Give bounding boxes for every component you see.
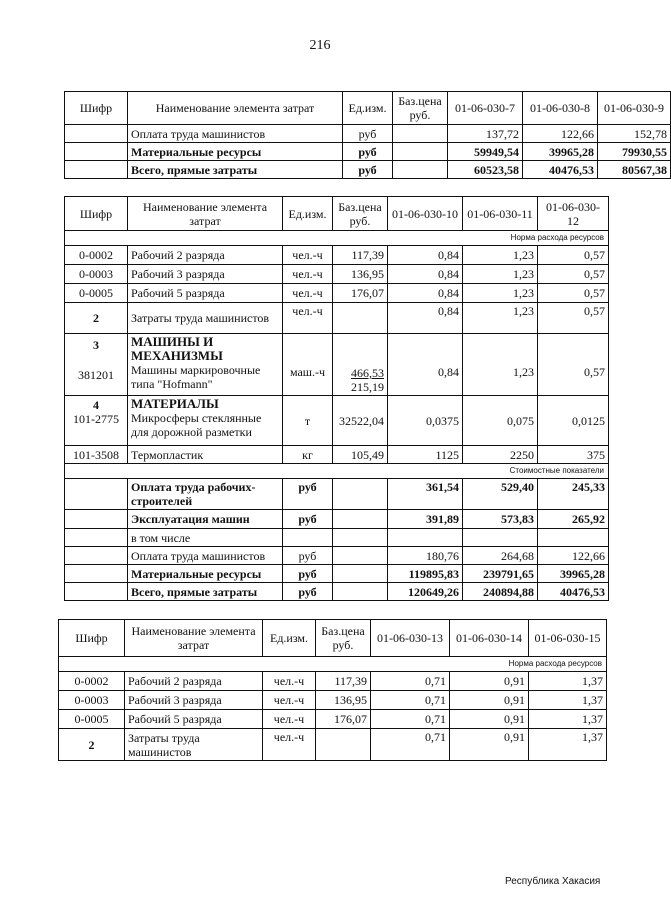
row-unit: руб [343,161,393,179]
table-row [65,284,609,303]
row-value: 0,84 [388,246,463,265]
row-value: 0,91 [450,729,529,761]
row-value: 0,57 [538,303,609,334]
row-name: Оплата труда машинистов [128,547,283,565]
row-value: 122,66 [538,547,609,565]
row-value: 0,84 [388,265,463,284]
table-row [59,691,607,710]
row-code: 0-0002 [65,246,128,265]
row-value: 391,89 [388,510,463,529]
section-title: МАТЕРИАЛЫ [131,396,219,411]
table-row [59,710,607,729]
row-unit: чел.-ч [263,729,316,761]
row-value: 0,57 [538,334,609,396]
row-value: 0,57 [538,265,609,284]
row-value: 361,54 [388,479,463,510]
header-code: Шифр [65,197,128,231]
table-row [65,479,609,510]
row-name: Термопластик [128,446,283,464]
row-value: 375 [538,446,609,464]
row-price: 117,39 [333,246,388,265]
table-row [59,672,607,691]
footer-region: Республика Хакасия [505,876,601,887]
table-resources-10-12 [64,196,609,601]
row-value: 80567,38 [598,161,671,179]
header-unit: Ед.изм. [263,620,316,657]
row-code: 381201 [78,368,114,382]
table-row [65,446,609,464]
table-row [65,246,609,265]
row-value: 0,0125 [538,396,609,446]
table-resources-13-15 [58,619,607,761]
row-code: 0-0005 [65,284,128,303]
row-unit: руб [283,583,333,601]
row-value: 119895,83 [388,565,463,583]
row-name: Машины маркировочные типа "Hofmann" [131,363,261,391]
row-value: 120649,26 [388,583,463,601]
row-value: 40476,53 [538,583,609,601]
row-name: Рабочий 2 разряда [128,246,283,265]
row-value: 152,78 [598,125,671,143]
header-col: 01-06-030-11 [463,197,538,231]
row-unit: чел.-ч [283,265,333,284]
row-unit: чел.-ч [263,691,316,710]
row-name: в том числе [128,529,283,547]
row-value: 0,57 [538,246,609,265]
row-name: Рабочий 5 разряда [128,284,283,303]
row-value: 0,71 [371,710,450,729]
row-value: 1,37 [529,710,607,729]
row-name: Рабочий 2 разряда [125,672,263,691]
section-code: 3 [93,338,99,352]
header-col: 01-06-030-9 [598,92,671,125]
row-name: Всего, прямые затраты [128,583,283,601]
row-value: 1,23 [463,303,538,334]
row-value: 573,83 [463,510,538,529]
row-name: Затраты труда машинистов [125,729,263,761]
row-name: Всего, прямые затраты [128,161,343,179]
header-unit: Ед.изм. [343,92,393,125]
row-code: 0-0003 [59,691,125,710]
row-value: 0,57 [538,284,609,303]
row-value: 1,23 [463,284,538,303]
row-code: 0-0003 [65,265,128,284]
row-price: 136,95 [316,691,371,710]
page-number: 216 [309,38,331,53]
row-unit: т [283,396,333,446]
table-row [65,303,609,334]
row-name: Оплата труда машинистов [128,125,343,143]
row-unit: чел.-ч [283,284,333,303]
row-name: Оплата труда рабочих-строителей [128,479,283,510]
row-value: 1,23 [463,265,538,284]
row-value: 1125 [388,446,463,464]
header-col: 01-06-030-13 [371,620,450,657]
row-value: 59949,54 [448,143,523,161]
row-code: 2 [65,303,128,334]
header-col: 01-06-030-12 [538,197,609,231]
table-row [65,161,671,179]
row-value: 0,84 [388,284,463,303]
row-code: 0-0005 [59,710,125,729]
row-unit: кг [283,446,333,464]
row-price: 176,07 [333,284,388,303]
row-value: 180,76 [388,547,463,565]
section-code: 4 [93,398,99,412]
row-value: 79930,55 [598,143,671,161]
row-unit: чел.-ч [283,303,333,334]
header-name: Наименование элемента затрат [128,197,283,231]
row-unit: руб [283,547,333,565]
section-title: МАШИНЫ И МЕХАНИЗМЫ [131,334,223,363]
row-unit: руб [343,125,393,143]
row-code: 101-2775 [73,412,119,426]
row-value: 0,71 [371,672,450,691]
row-value: 0,0375 [388,396,463,446]
row-unit: руб [283,565,333,583]
row-unit: маш.-ч [283,334,333,396]
table-row [65,583,609,601]
section-machines [65,334,609,396]
row-price: 105,49 [333,446,388,464]
row-unit: руб [283,510,333,529]
section-materials [65,396,609,446]
row-value: 1,37 [529,729,607,761]
row-value: 239791,65 [463,565,538,583]
row-price: 117,39 [316,672,371,691]
header-col: 01-06-030-15 [529,620,607,657]
row-value: 0,075 [463,396,538,446]
row-value: 0,71 [371,729,450,761]
row-unit: чел.-ч [283,246,333,265]
row-value: 2250 [463,446,538,464]
row-value: 264,68 [463,547,538,565]
row-value: 0,91 [450,672,529,691]
row-name: Материальные ресурсы [128,143,343,161]
row-name: Рабочий 5 разряда [125,710,263,729]
row-value: 0,84 [388,303,463,334]
table-row [65,547,609,565]
row-unit: чел.-ч [263,710,316,729]
table-row [65,265,609,284]
row-price: 176,07 [316,710,371,729]
row-code: 0-0002 [59,672,125,691]
table-summary-7-9 [64,91,671,179]
table-row [59,729,607,761]
norm-label: Норма расхода ресурсов [65,231,609,246]
row-unit: руб [283,479,333,510]
header-col: 01-06-030-7 [448,92,523,125]
cost-label: Стоимостные показатели [65,464,609,479]
header-price: Баз.цена руб. [316,620,371,657]
header-price: Баз.цена руб. [393,92,448,125]
row-price: 136,95 [333,265,388,284]
row-value: 60523,58 [448,161,523,179]
row-value: 1,37 [529,691,607,710]
row-value: 39965,28 [538,565,609,583]
header-col: 01-06-030-14 [450,620,529,657]
header-col: 01-06-030-8 [523,92,598,125]
row-name: Рабочий 3 разряда [128,265,283,284]
row-name: Микросферы стеклянные для дорожной разметки [131,411,262,439]
row-price: 32522,04 [333,396,388,446]
row-name: Рабочий 3 разряда [125,691,263,710]
row-value: 0,91 [450,710,529,729]
row-value: 529,40 [463,479,538,510]
row-value: 240894,88 [463,583,538,601]
row-price-secondary: 215,19 [351,380,384,394]
row-value: 245,33 [538,479,609,510]
table-row [65,510,609,529]
header-code: Шифр [59,620,125,657]
table-row [65,565,609,583]
row-value: 1,23 [463,246,538,265]
table-row [65,529,609,547]
row-code: 101-3508 [65,446,128,464]
header-name: Наименование элемента затрат [125,620,263,657]
header-price: Баз.цена руб. [333,197,388,231]
row-unit: руб [343,143,393,161]
row-value: 40476,53 [523,161,598,179]
norm-label: Норма расхода ресурсов [59,657,607,672]
table-row [65,125,671,143]
row-value: 39965,28 [523,143,598,161]
header-name: Наименование элемента затрат [128,92,343,125]
row-value: 137,72 [448,125,523,143]
row-name: Затраты труда машинистов [128,303,283,334]
row-name: Эксплуатация машин [128,510,283,529]
row-value: 265,92 [538,510,609,529]
header-unit: Ед.изм. [283,197,333,231]
row-value: 1,23 [463,334,538,396]
row-code: 2 [59,729,125,761]
row-value: 0,71 [371,691,450,710]
row-price: 466,53 [351,366,384,380]
row-name: Материальные ресурсы [128,565,283,583]
row-value: 0,84 [388,334,463,396]
table-row [65,143,671,161]
header-code: Шифр [65,92,128,125]
row-value: 1,37 [529,672,607,691]
row-value: 0,91 [450,691,529,710]
row-unit: чел.-ч [263,672,316,691]
header-col: 01-06-030-10 [388,197,463,231]
row-value: 122,66 [523,125,598,143]
